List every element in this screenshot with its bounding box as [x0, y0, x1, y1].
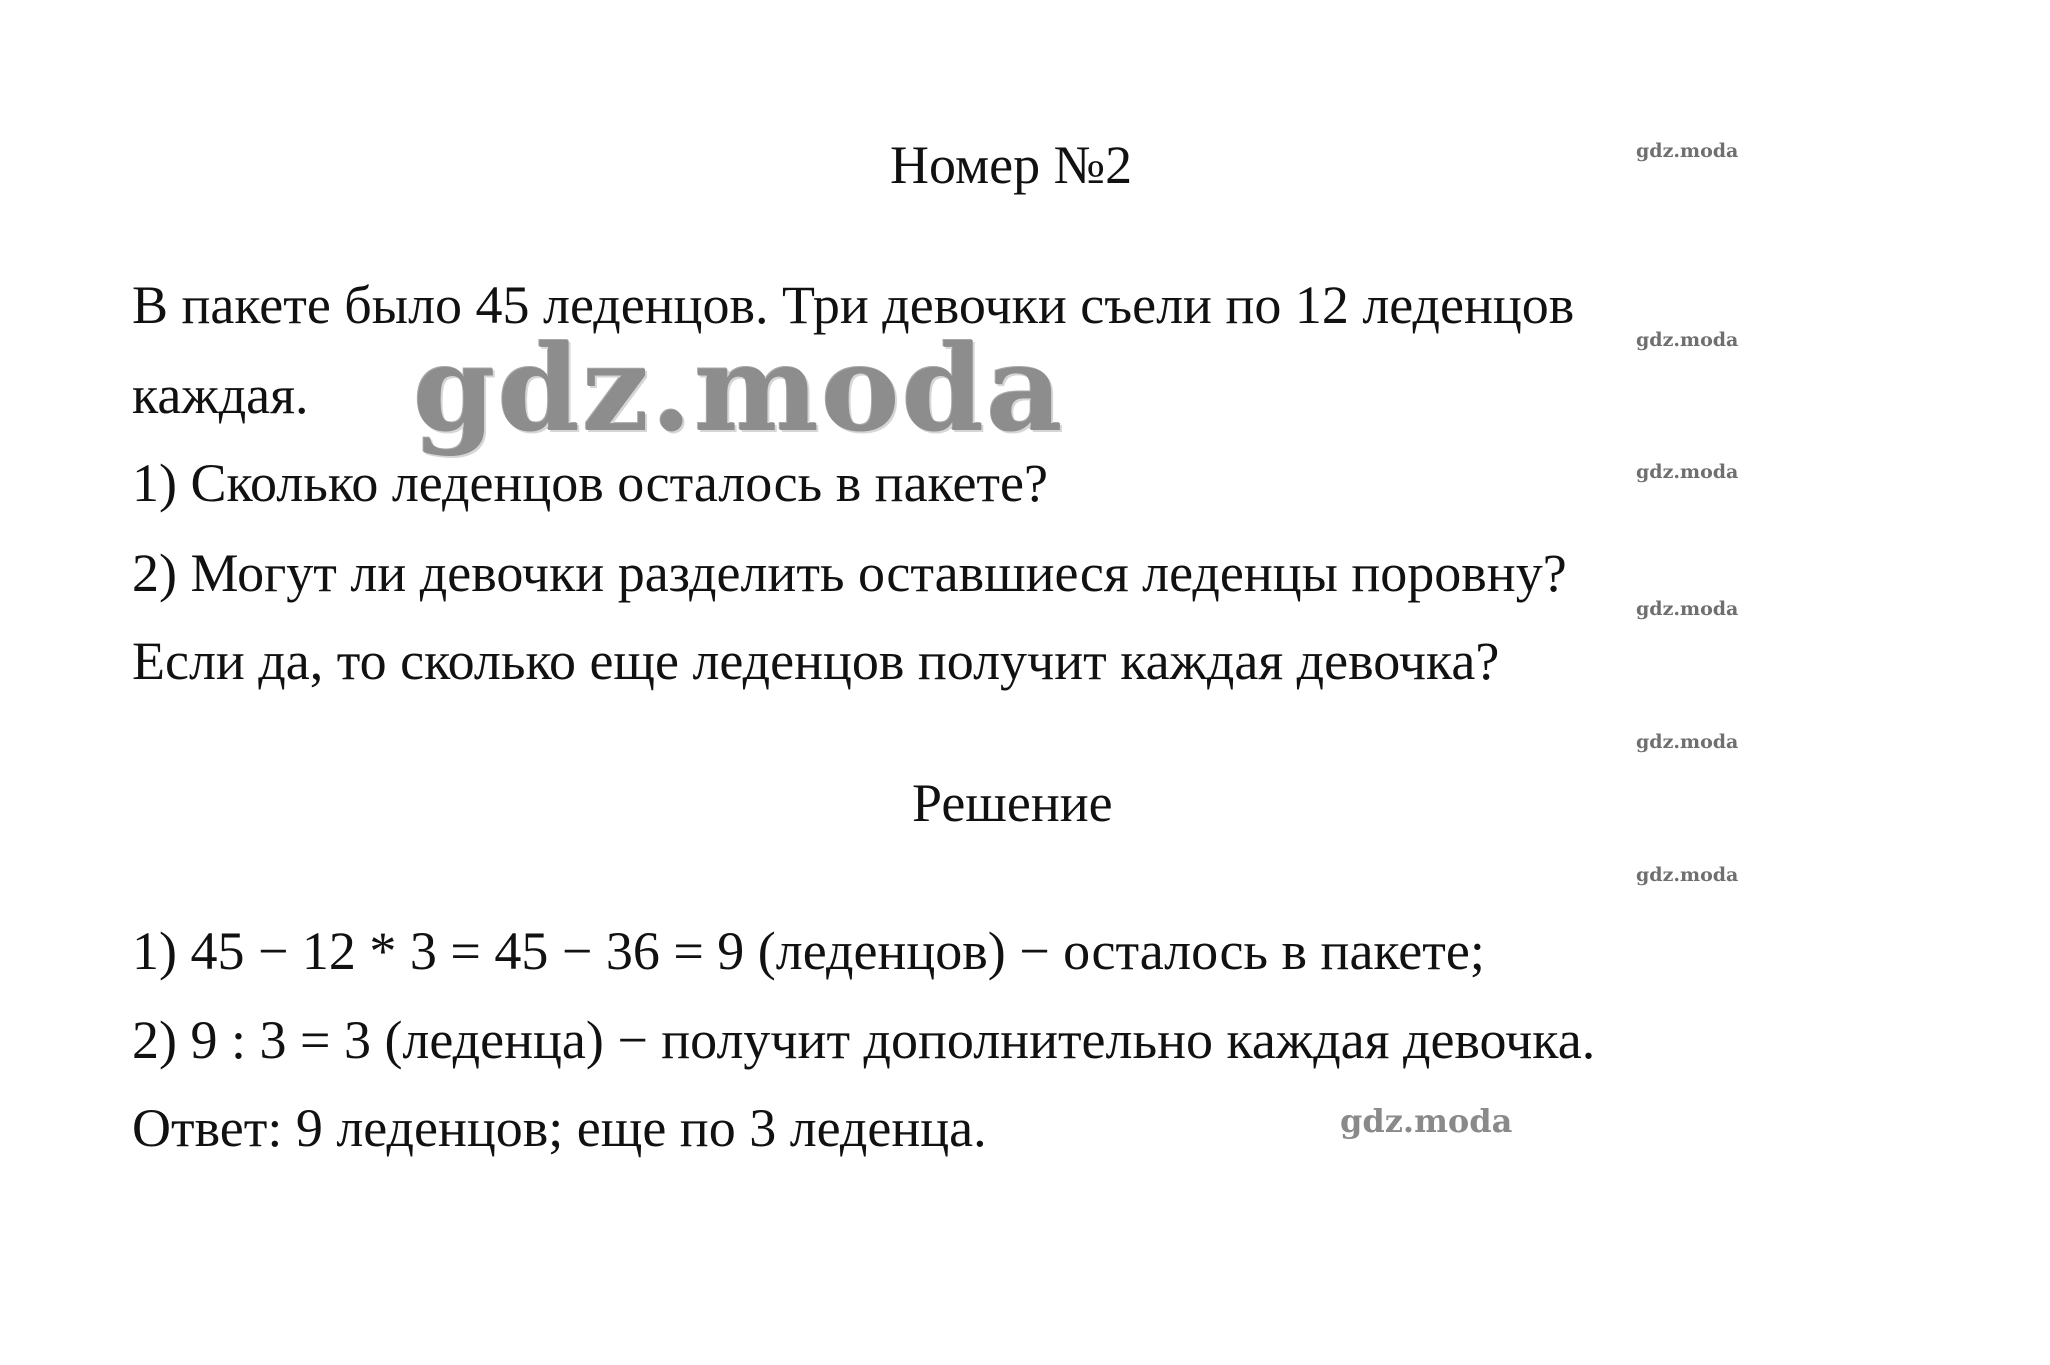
watermark-small: gdz.moda — [1636, 140, 1739, 162]
page-title: Номер №2 — [890, 135, 1133, 195]
watermark-small: gdz.moda — [1636, 731, 1739, 753]
problem-question-2: 2) Могут ли девочки разделить оставшиеся леденцы поровну? — [132, 543, 1567, 603]
watermark-small: gdz.moda — [1636, 864, 1739, 886]
problem-line-1: В пакете было 45 леденцов. Три девочки съели по 12 леденцов — [132, 275, 1575, 335]
watermark-small: gdz.moda — [1636, 598, 1739, 620]
answer-line: Ответ: 9 леденцов; еще по 3 леденца. — [132, 1098, 987, 1158]
problem-question-2-continued: Если да, то сколько еще леденцов получит каждая девочка? — [132, 631, 1500, 691]
problem-question-1: 1) Сколько леденцов осталось в пакете? — [132, 453, 1048, 513]
watermark-large: gdz.moda — [413, 319, 1065, 458]
solution-step-1: 1) 45 − 12 * 3 = 45 − 36 = 9 (леденцов) − осталось в пакете; — [132, 921, 1485, 981]
solution-step-2: 2) 9 : 3 = 3 (леденца) − получит дополнительно каждая девочка. — [132, 1010, 1596, 1070]
watermark-medium: gdz.moda — [1340, 1102, 1513, 1140]
problem-line-2: каждая. — [132, 365, 309, 425]
solution-heading: Решение — [912, 773, 1113, 833]
watermark-small: gdz.moda — [1636, 461, 1739, 483]
watermark-small: gdz.moda — [1636, 329, 1739, 351]
